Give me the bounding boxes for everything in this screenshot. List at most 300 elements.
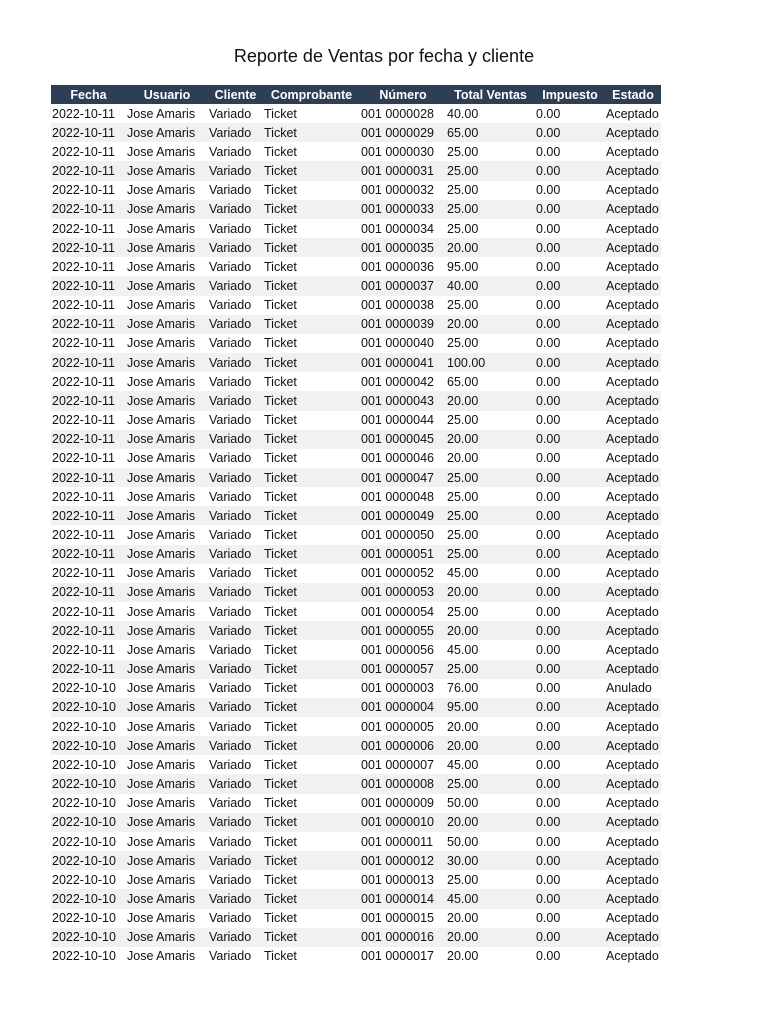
table-row	[51, 851, 661, 870]
cell-usuario: Jose Amaris	[126, 353, 208, 372]
cell-estado: Aceptado	[605, 889, 661, 908]
table-row	[51, 870, 661, 889]
cell-total-ventas: 50.00	[447, 796, 479, 811]
cell-fecha: 2022-10-10	[52, 681, 116, 696]
cell-fecha: 2022-10-11	[52, 413, 116, 428]
cell-estado: Aceptado	[605, 468, 661, 487]
cell-comprobante: Ticket	[263, 928, 360, 947]
table-row	[51, 353, 661, 372]
table-row	[51, 391, 661, 410]
cell-comprobante: Ticket	[263, 391, 360, 410]
table-row	[51, 372, 661, 391]
cell-comprobante: Ticket	[263, 276, 360, 295]
cell-cliente: Variado	[209, 259, 252, 274]
cell-fecha: 2022-10-11	[52, 489, 116, 504]
cell-numero: 001 0000054	[361, 604, 434, 619]
report-title: Reporte de Ventas por fecha y cliente	[233, 46, 535, 66]
cell-usuario: Jose Amaris	[127, 949, 196, 964]
cell-total-ventas: 20.00	[446, 583, 535, 602]
cell-numero: 001 0000042	[361, 374, 434, 389]
cell-impuesto: 0.00	[535, 545, 605, 564]
cell-total-ventas: 20.00	[446, 813, 535, 832]
cell-estado: Aceptado	[606, 949, 659, 964]
cell-usuario: Jose Amaris	[127, 489, 196, 504]
table-row	[51, 736, 661, 755]
cell-comprobante: Ticket	[264, 413, 297, 428]
cell-total-ventas: 25.00	[447, 872, 479, 887]
cell-total-ventas: 25.00	[447, 604, 479, 619]
table-row	[51, 640, 661, 659]
cell-impuesto: 0.00	[535, 430, 605, 449]
cell-impuesto: 0.00	[536, 757, 561, 772]
cell-total-ventas: 50.00	[447, 834, 479, 849]
cell-comprobante: Ticket	[264, 757, 297, 772]
cell-fecha: 2022-10-10	[51, 889, 126, 908]
cell-fecha: 2022-10-10	[51, 736, 126, 755]
cell-numero: 001 0000039	[360, 315, 446, 334]
table-row	[51, 621, 661, 640]
cell-numero: 001 0000011	[361, 834, 434, 849]
cell-comprobante: Ticket	[263, 545, 360, 564]
cell-comprobante: Ticket	[264, 796, 297, 811]
cell-usuario: Jose Amaris	[127, 757, 196, 772]
cell-estado: Aceptado	[606, 796, 659, 811]
table-row	[51, 525, 661, 544]
cell-fecha: 2022-10-11	[52, 183, 116, 198]
cell-cliente: Variado	[208, 161, 263, 180]
cell-impuesto: 0.00	[536, 221, 561, 236]
cell-comprobante: Ticket	[264, 604, 297, 619]
table-row	[51, 276, 661, 295]
cell-estado: Aceptado	[606, 221, 659, 236]
cell-cliente: Variado	[209, 834, 252, 849]
table-row	[51, 142, 661, 161]
cell-cliente: Variado	[209, 757, 252, 772]
cell-cliente: Variado	[208, 660, 263, 679]
cell-impuesto: 0.00	[535, 698, 605, 717]
cell-numero: 001 0000035	[360, 238, 446, 257]
cell-fecha: 2022-10-10	[52, 757, 116, 772]
cell-impuesto: 0.00	[536, 374, 561, 389]
cell-impuesto: 0.00	[536, 949, 561, 964]
cell-fecha: 2022-10-11	[51, 621, 126, 640]
cell-fecha: 2022-10-10	[52, 796, 116, 811]
cell-numero: 001 0000029	[360, 123, 446, 142]
cell-numero: 001 0000016	[360, 928, 446, 947]
cell-cliente: Variado	[208, 583, 263, 602]
cell-numero: 001 0000045	[360, 430, 446, 449]
cell-cliente: Variado	[209, 374, 252, 389]
cell-usuario: Jose Amaris	[127, 528, 196, 543]
cell-usuario: Jose Amaris	[127, 834, 196, 849]
cell-cliente: Variado	[208, 353, 263, 372]
cell-cliente: Variado	[209, 681, 252, 696]
cell-comprobante: Ticket	[263, 813, 360, 832]
cell-comprobante: Ticket	[264, 298, 297, 313]
cell-estado: Aceptado	[605, 621, 661, 640]
cell-estado: Aceptado	[606, 489, 659, 504]
cell-cliente: Variado	[209, 528, 252, 543]
cell-impuesto: 0.00	[535, 506, 605, 525]
header-usuario: Usuario	[126, 85, 208, 104]
cell-total-ventas: 25.00	[446, 774, 535, 793]
cell-comprobante: Ticket	[264, 681, 297, 696]
cell-impuesto: 0.00	[535, 928, 605, 947]
header-estado: Estado	[605, 85, 661, 104]
cell-usuario: Jose Amaris	[126, 161, 208, 180]
cell-usuario: Jose Amaris	[126, 851, 208, 870]
cell-total-ventas: 25.00	[446, 660, 535, 679]
cell-comprobante: Ticket	[263, 506, 360, 525]
cell-fecha: 2022-10-10	[51, 928, 126, 947]
cell-comprobante: Ticket	[263, 200, 360, 219]
cell-estado: Aceptado	[605, 353, 661, 372]
cell-estado: Aceptado	[606, 451, 659, 466]
cell-impuesto: 0.00	[535, 353, 605, 372]
table-row	[51, 564, 661, 583]
cell-numero: 001 0000031	[360, 161, 446, 180]
cell-estado: Aceptado	[605, 583, 661, 602]
cell-impuesto: 0.00	[535, 736, 605, 755]
cell-impuesto: 0.00	[535, 889, 605, 908]
cell-usuario: Jose Amaris	[126, 506, 208, 525]
cell-impuesto: 0.00	[535, 238, 605, 257]
cell-cliente: Variado	[208, 928, 263, 947]
cell-numero: 001 0000015	[361, 911, 434, 926]
cell-fecha: 2022-10-11	[51, 468, 126, 487]
cell-comprobante: Ticket	[264, 528, 297, 543]
cell-total-ventas: 25.00	[447, 144, 479, 159]
cell-usuario: Jose Amaris	[127, 413, 196, 428]
cell-usuario: Jose Amaris	[126, 621, 208, 640]
table-row	[51, 583, 661, 602]
cell-comprobante: Ticket	[263, 621, 360, 640]
cell-impuesto: 0.00	[535, 276, 605, 295]
cell-usuario: Jose Amaris	[127, 604, 196, 619]
cell-usuario: Jose Amaris	[126, 736, 208, 755]
table-row	[51, 909, 661, 928]
cell-fecha: 2022-10-11	[52, 604, 116, 619]
cell-impuesto: 0.00	[535, 200, 605, 219]
cell-usuario: Jose Amaris	[127, 106, 196, 121]
cell-comprobante: Ticket	[264, 259, 297, 274]
cell-total-ventas: 20.00	[446, 621, 535, 640]
cell-comprobante: Ticket	[263, 123, 360, 142]
cell-usuario: Jose Amaris	[126, 200, 208, 219]
cell-estado: Aceptado	[605, 774, 661, 793]
cell-usuario: Jose Amaris	[127, 566, 196, 581]
cell-impuesto: 0.00	[536, 642, 561, 657]
cell-cliente: Variado	[208, 200, 263, 219]
cell-usuario: Jose Amaris	[127, 681, 196, 696]
cell-numero: 001 0000040	[361, 336, 434, 351]
cell-estado: Aceptado	[605, 200, 661, 219]
header-impuesto: Impuesto	[535, 85, 605, 104]
cell-impuesto: 0.00	[536, 451, 561, 466]
cell-fecha: 2022-10-11	[51, 276, 126, 295]
table-row	[51, 813, 661, 832]
cell-total-ventas: 25.00	[447, 528, 479, 543]
table-row	[51, 104, 661, 123]
cell-total-ventas: 25.00	[447, 413, 479, 428]
cell-estado: Aceptado	[606, 413, 659, 428]
cell-usuario: Jose Amaris	[126, 928, 208, 947]
cell-total-ventas: 40.00	[447, 106, 479, 121]
cell-impuesto: 0.00	[536, 834, 561, 849]
cell-impuesto: 0.00	[536, 604, 561, 619]
cell-total-ventas: 25.00	[447, 221, 479, 236]
cell-estado: Aceptado	[605, 813, 661, 832]
cell-numero: 001 0000050	[361, 528, 434, 543]
cell-cliente: Variado	[209, 949, 252, 964]
cell-total-ventas: 65.00	[447, 374, 479, 389]
cell-usuario: Jose Amaris	[127, 374, 196, 389]
cell-cliente: Variado	[208, 276, 263, 295]
cell-impuesto: 0.00	[535, 161, 605, 180]
cell-numero: 001 0000014	[360, 889, 446, 908]
cell-cliente: Variado	[208, 123, 263, 142]
cell-numero: 001 0000028	[361, 106, 434, 121]
cell-usuario: Jose Amaris	[126, 813, 208, 832]
table-row	[51, 161, 661, 180]
cell-fecha: 2022-10-10	[52, 949, 116, 964]
cell-estado: Aceptado	[605, 276, 661, 295]
table-row	[51, 774, 661, 793]
cell-impuesto: 0.00	[536, 259, 561, 274]
cell-cliente: Variado	[208, 468, 263, 487]
cell-impuesto: 0.00	[536, 911, 561, 926]
cell-fecha: 2022-10-11	[52, 221, 116, 236]
cell-usuario: Jose Amaris	[127, 642, 196, 657]
table-row	[51, 315, 661, 334]
cell-estado: Aceptado	[606, 757, 659, 772]
cell-cliente: Variado	[208, 774, 263, 793]
cell-cliente: Variado	[209, 183, 252, 198]
cell-numero: 001 0000038	[361, 298, 434, 313]
cell-total-ventas: 25.00	[446, 506, 535, 525]
cell-numero: 001 0000008	[360, 774, 446, 793]
cell-fecha: 2022-10-11	[51, 123, 126, 142]
cell-cliente: Variado	[208, 545, 263, 564]
cell-impuesto: 0.00	[535, 813, 605, 832]
cell-usuario: Jose Amaris	[126, 276, 208, 295]
cell-estado: Aceptado	[606, 604, 659, 619]
cell-fecha: 2022-10-11	[52, 298, 116, 313]
table-row	[51, 947, 661, 966]
cell-total-ventas: 25.00	[446, 200, 535, 219]
cell-comprobante: Ticket	[263, 315, 360, 334]
header-fecha: Fecha	[51, 85, 126, 104]
cell-usuario: Jose Amaris	[126, 889, 208, 908]
cell-cliente: Variado	[208, 813, 263, 832]
cell-cliente: Variado	[209, 451, 252, 466]
cell-numero: 001 0000017	[361, 949, 434, 964]
cell-estado: Aceptado	[606, 183, 659, 198]
cell-usuario: Jose Amaris	[127, 259, 196, 274]
cell-fecha: 2022-10-11	[51, 391, 126, 410]
table-row	[51, 755, 661, 774]
cell-numero: 001 0000049	[360, 506, 446, 525]
cell-fecha: 2022-10-11	[51, 660, 126, 679]
header-cliente: Cliente	[208, 85, 263, 104]
cell-total-ventas: 95.00	[447, 259, 479, 274]
cell-total-ventas: 25.00	[447, 298, 479, 313]
cell-comprobante: Ticket	[264, 642, 297, 657]
cell-total-ventas: 45.00	[447, 757, 479, 772]
table-body	[51, 104, 661, 966]
cell-impuesto: 0.00	[535, 391, 605, 410]
cell-estado: Aceptado	[605, 161, 661, 180]
cell-total-ventas: 25.00	[447, 336, 479, 351]
cell-fecha: 2022-10-11	[51, 506, 126, 525]
cell-cliente: Variado	[209, 336, 252, 351]
cell-usuario: Jose Amaris	[127, 451, 196, 466]
table-row	[51, 200, 661, 219]
cell-comprobante: Ticket	[264, 911, 297, 926]
cell-total-ventas: 95.00	[446, 698, 535, 717]
cell-usuario: Jose Amaris	[126, 123, 208, 142]
table-row	[51, 832, 661, 851]
cell-numero: 001 0000032	[361, 183, 434, 198]
table-row	[51, 698, 661, 717]
cell-total-ventas: 40.00	[446, 276, 535, 295]
cell-impuesto: 0.00	[535, 851, 605, 870]
cell-comprobante: Ticket	[263, 468, 360, 487]
cell-comprobante: Ticket	[263, 736, 360, 755]
cell-comprobante: Ticket	[264, 221, 297, 236]
cell-fecha: 2022-10-11	[51, 315, 126, 334]
cell-usuario: Jose Amaris	[126, 545, 208, 564]
cell-impuesto: 0.00	[536, 681, 561, 696]
cell-usuario: Jose Amaris	[126, 391, 208, 410]
cell-impuesto: 0.00	[536, 183, 561, 198]
cell-comprobante: Ticket	[264, 374, 297, 389]
cell-fecha: 2022-10-11	[52, 106, 116, 121]
cell-estado: Aceptado	[605, 506, 661, 525]
cell-cliente: Variado	[208, 430, 263, 449]
cell-numero: 001 0000010	[360, 813, 446, 832]
cell-usuario: Jose Amaris	[127, 183, 196, 198]
cell-usuario: Jose Amaris	[126, 774, 208, 793]
cell-comprobante: Ticket	[263, 774, 360, 793]
cell-impuesto: 0.00	[535, 123, 605, 142]
cell-comprobante: Ticket	[264, 451, 297, 466]
table-row	[51, 679, 661, 698]
table-row	[51, 545, 661, 564]
cell-numero: 001 0000006	[360, 736, 446, 755]
cell-fecha: 2022-10-11	[51, 200, 126, 219]
cell-numero: 001 0000012	[360, 851, 446, 870]
cell-fecha: 2022-10-10	[51, 851, 126, 870]
cell-usuario: Jose Amaris	[127, 298, 196, 313]
cell-impuesto: 0.00	[535, 774, 605, 793]
cell-total-ventas: 45.00	[446, 889, 535, 908]
cell-numero: 001 0000046	[361, 451, 434, 466]
cell-fecha: 2022-10-11	[51, 583, 126, 602]
table-row	[51, 411, 661, 430]
cell-cliente: Variado	[208, 851, 263, 870]
cell-estado: Aceptado	[605, 928, 661, 947]
cell-cliente: Variado	[209, 642, 252, 657]
table-row	[51, 717, 661, 736]
cell-usuario: Jose Amaris	[127, 796, 196, 811]
cell-total-ventas: 20.00	[447, 949, 479, 964]
table-row	[51, 334, 661, 353]
table-row	[51, 219, 661, 238]
cell-impuesto: 0.00	[536, 566, 561, 581]
cell-estado: Aceptado	[606, 144, 659, 159]
cell-fecha: 2022-10-11	[52, 259, 116, 274]
cell-total-ventas: 100.00	[446, 353, 535, 372]
cell-cliente: Variado	[209, 604, 252, 619]
cell-impuesto: 0.00	[536, 796, 561, 811]
cell-estado: Aceptado	[606, 374, 659, 389]
cell-comprobante: Ticket	[264, 106, 297, 121]
cell-fecha: 2022-10-10	[51, 774, 126, 793]
cell-usuario: Jose Amaris	[126, 698, 208, 717]
table-row	[51, 889, 661, 908]
cell-comprobante: Ticket	[264, 336, 297, 351]
cell-total-ventas: 20.00	[446, 238, 535, 257]
cell-estado: Aceptado	[606, 298, 659, 313]
cell-numero: 001 0000004	[360, 698, 446, 717]
cell-fecha: 2022-10-11	[52, 642, 116, 657]
cell-numero: 001 0000048	[361, 489, 434, 504]
cell-comprobante: Ticket	[264, 183, 297, 198]
cell-fecha: 2022-10-10	[51, 698, 126, 717]
cell-estado: Aceptado	[606, 642, 659, 657]
cell-estado: Aceptado	[606, 872, 659, 887]
cell-total-ventas: 20.00	[446, 315, 535, 334]
cell-fecha: 2022-10-11	[52, 528, 116, 543]
cell-estado: Aceptado	[605, 315, 661, 334]
cell-cliente: Variado	[209, 796, 252, 811]
cell-cliente: Variado	[209, 719, 252, 734]
cell-numero: 001 0000037	[360, 276, 446, 295]
cell-fecha: 2022-10-11	[51, 238, 126, 257]
cell-numero: 001 0000036	[361, 259, 434, 274]
cell-fecha: 2022-10-11	[52, 336, 116, 351]
header-numero: Número	[360, 85, 446, 104]
cell-numero: 001 0000056	[361, 642, 434, 657]
table-row	[51, 602, 661, 621]
cell-cliente: Variado	[209, 413, 252, 428]
cell-estado: Aceptado	[606, 336, 659, 351]
cell-cliente: Variado	[208, 391, 263, 410]
cell-comprobante: Ticket	[264, 566, 297, 581]
cell-total-ventas: 20.00	[447, 719, 479, 734]
cell-estado: Aceptado	[606, 719, 659, 734]
cell-fecha: 2022-10-11	[51, 545, 126, 564]
cell-usuario: Jose Amaris	[126, 583, 208, 602]
cell-cliente: Variado	[209, 911, 252, 926]
cell-numero: 001 0000043	[360, 391, 446, 410]
cell-numero: 001 0000009	[361, 796, 434, 811]
cell-usuario: Jose Amaris	[126, 315, 208, 334]
cell-impuesto: 0.00	[536, 144, 561, 159]
cell-numero: 001 0000013	[361, 872, 434, 887]
cell-impuesto: 0.00	[535, 468, 605, 487]
cell-fecha: 2022-10-11	[52, 144, 116, 159]
cell-estado: Aceptado	[605, 545, 661, 564]
cell-comprobante: Ticket	[264, 489, 297, 504]
cell-total-ventas: 45.00	[447, 566, 479, 581]
cell-numero: 001 0000055	[360, 621, 446, 640]
cell-fecha: 2022-10-11	[51, 353, 126, 372]
cell-cliente: Variado	[208, 736, 263, 755]
cell-fecha: 2022-10-10	[52, 719, 116, 734]
cell-impuesto: 0.00	[536, 336, 561, 351]
